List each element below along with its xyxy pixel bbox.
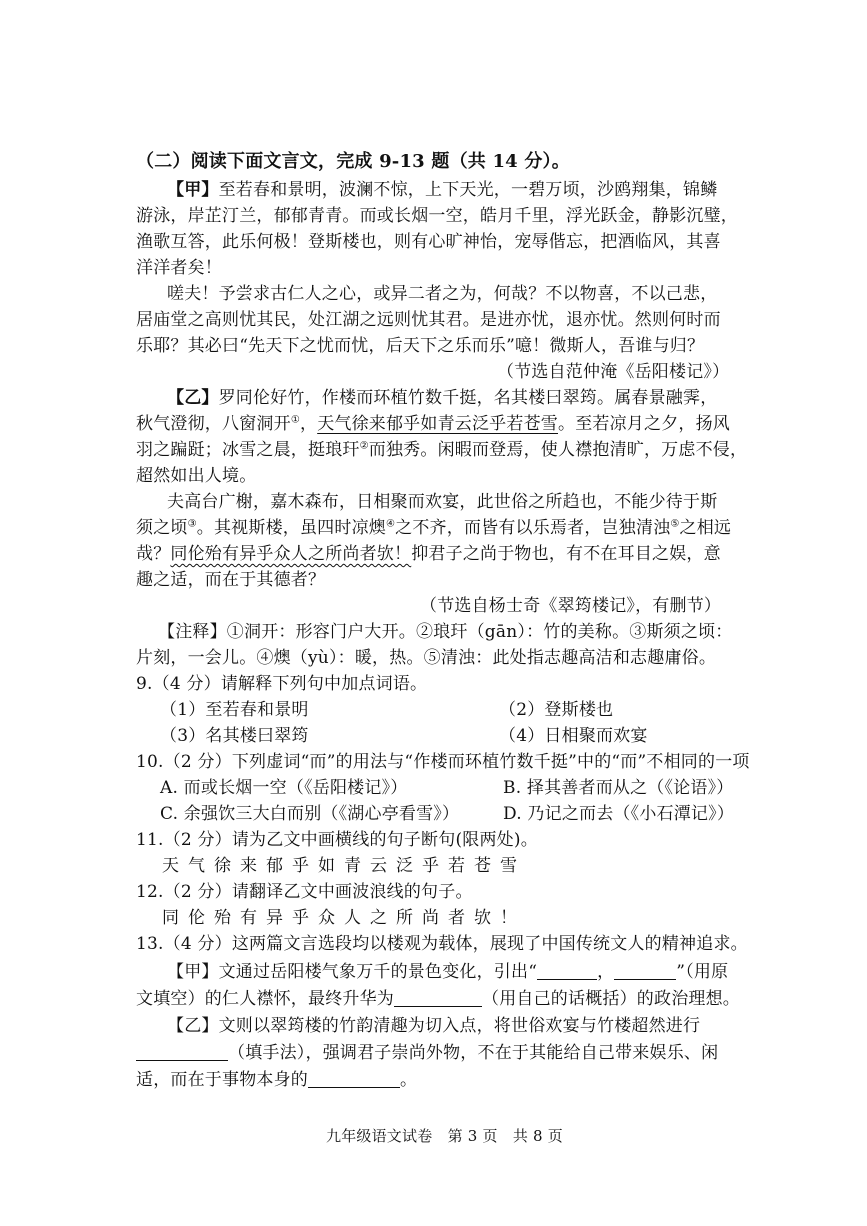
q13-line-2 xyxy=(136,987,740,1011)
q10-option-b: B. 择其善者而从之（《论语》） xyxy=(503,778,734,798)
note-ref-1: ① xyxy=(290,414,300,426)
q12-stem: 12.（2 分）请翻译乙文中画波浪线的句子。 xyxy=(136,882,473,902)
q10-option-d: D. 乃记之而去（《小石潭记》） xyxy=(503,804,735,824)
answer-blank-1[interactable] xyxy=(537,961,597,980)
jia-line-3: 渔歌互答，此乐何极！登斯楼也，则有心旷神怡，宠辱偕忘，把酒临风，其喜 xyxy=(136,232,721,252)
q13-text-1a: 【甲】文通过岳阳楼气象万千的景色变化，引出“ xyxy=(167,962,538,982)
jia-tag: 【甲】 xyxy=(167,180,219,200)
note-ref-3: ③ xyxy=(187,518,197,530)
section-header: （二）阅读下面文言文，完成 9-13 题（共 14 分）。 xyxy=(136,151,570,172)
yi-text-6c: 之不齐，而皆有以乐焉者，岂独清浊 xyxy=(395,518,671,538)
yi-line-1 xyxy=(167,386,717,410)
yi-line-2 xyxy=(136,412,730,436)
jia-source: （节选自范仲淹《岳阳楼记》） xyxy=(497,362,730,382)
jia-line-6: 居庙堂之高则忧其民，处江湖之远则忧其君。是进亦忧，退亦忧。然则何时而 xyxy=(136,310,721,330)
note-ref-4: ④ xyxy=(385,518,396,530)
page-footer: 九年级语文试卷 第 3 页 共 8 页 xyxy=(326,1127,563,1145)
yi-text-6d: 之相远 xyxy=(679,518,732,538)
jia-line-4: 洋洋者矣！ xyxy=(136,258,222,278)
q13-text-1sep: ， xyxy=(597,962,615,982)
yi-line-3 xyxy=(136,438,747,462)
yi-line-4: 超然如出人境。 xyxy=(136,466,257,486)
q12-sentence: 同伦殆有异乎众人之所尚者欤！ xyxy=(162,908,526,928)
q10-stem: 10.（2 分）下列虚词“而”的用法与“作楼而环植竹数千挺”中的“而”不相同的一项 xyxy=(136,752,750,772)
q9-item-2: （2）登斯楼也 xyxy=(499,700,614,720)
answer-blank-5[interactable] xyxy=(308,1069,400,1088)
note-ref-2: ② xyxy=(359,440,369,452)
yi-text-1: 罗同伦好竹，作楼而环植竹数千挺，名其楼曰翠筠。属春景融霁， xyxy=(218,388,718,408)
q13-text-4b: （填手法），强调君子崇尚外物，不在于其能给自己带来娱乐、闲 xyxy=(228,1043,719,1063)
yi-text-6a: 须之顷 xyxy=(136,518,188,538)
wavy-sentence: 同伦殆有异乎众人之所尚者欤！ xyxy=(170,544,412,564)
yi-line-8: 趣之适，而在于其德者？ xyxy=(136,570,326,590)
q13-line-4 xyxy=(136,1041,718,1065)
yi-tag: 【乙】 xyxy=(167,388,219,408)
yi-text-3b: 而独秀。闲暇而登焉，使人襟抱清旷，万虑不侵， xyxy=(368,440,748,460)
q13-line-1 xyxy=(167,960,728,984)
yi-text-7a: 哉？ xyxy=(136,544,171,564)
answer-blank-4[interactable] xyxy=(136,1042,228,1061)
q13-text-2b: （用自己的话概括）的政治理想。 xyxy=(482,989,740,1009)
answer-blank-3[interactable] xyxy=(394,988,482,1007)
yi-text-2b: ， xyxy=(299,414,318,434)
q9-stem: 9.（4 分）请解释下列句中加点词语。 xyxy=(136,674,428,694)
jia-line-5: 嗟夫！予尝求古仁人之心，或异二者之为，何哉？不以物喜，不以己悲， xyxy=(167,284,718,304)
yi-source: （节选自杨士奇《翠筠楼记》，有删节） xyxy=(420,596,722,616)
q13-line-5 xyxy=(136,1068,417,1092)
q10-option-a: A. 而或长烟一空（《岳阳楼记》） xyxy=(160,778,408,798)
q9-item-3: （3）名其楼曰翠筠 xyxy=(160,726,309,746)
jia-line-1 xyxy=(167,178,717,202)
notes-line-2: 片刻，一会儿。④燠（yù）：暖，热。⑤清浊：此处指志趣高洁和志趣庸俗。 xyxy=(136,648,717,668)
jia-line-2: 游泳，岸芷汀兰，郁郁青青。而或长烟一空，皓月千里，浮光跃金，静影沉璧， xyxy=(136,206,738,226)
q13-text-2a: 文填空）的仁人襟怀，最终升华为 xyxy=(136,989,394,1009)
q11-stem: 11.（2 分）请为乙文中画横线的句子断句(限两处)。 xyxy=(136,830,538,850)
q11-sentence: 天气徐来郁乎如青云泛乎若苍雪 xyxy=(162,856,526,876)
yi-line-7 xyxy=(136,542,721,566)
yi-text-7b: 抑君子之尚于物也，有不在耳目之娱，意 xyxy=(411,544,721,564)
yi-line-6 xyxy=(136,516,731,540)
answer-blank-2[interactable] xyxy=(614,961,676,980)
q9-item-1: （1）至若春和景明 xyxy=(160,700,309,720)
yi-text-2c: 。至若凉月之夕，扬风 xyxy=(558,414,730,434)
jia-text-1: 至若春和景明，波澜不惊，上下天光，一碧万顷，沙鸥翔集，锦鳞 xyxy=(218,180,718,200)
q13-text-5a: 适，而在于事物本身的 xyxy=(136,1070,308,1090)
q13-line-3: 【乙】文则以翠筠楼的竹韵清趣为切入点，将世俗欢宴与竹楼超然进行 xyxy=(167,1016,701,1036)
q9-item-4: （4）日相聚而欢宴 xyxy=(499,726,648,746)
notes-line-1: 【注释】①洞开：形容门户大开。②琅玕（gān）：竹的美称。③斯须之顷： xyxy=(158,622,733,642)
yi-text-3a: 羽之蹁跹；冰雪之晨，挺琅玕 xyxy=(136,440,360,460)
yi-text-2a: 秋气澄彻，八窗洞开 xyxy=(136,414,291,434)
q13-text-5b: 。 xyxy=(400,1070,418,1090)
q10-option-c: C. 余强饮三大白而别（《湖心亭看雪》） xyxy=(160,804,460,824)
q13-text-1b: ”（用原 xyxy=(676,962,729,982)
yi-text-6b: 。其视斯楼，虽四时凉燠 xyxy=(196,518,386,538)
underlined-sentence: 天气徐来郁乎如青云泛乎若苍雪 xyxy=(317,414,558,434)
jia-line-7: 乐耶？其必曰“先天下之忧而忧，后天下之乐而乐”噫！微斯人，吾谁与归？ xyxy=(136,336,705,356)
q13-stem: 13.（4 分）这两篇文言选段均以楼观为载体，展现了中国传统文人的精神追求。 xyxy=(136,934,748,954)
yi-line-5: 夫高台广榭，嘉木森布，日相聚而欢宴，此世俗之所趋也，不能少待于斯 xyxy=(167,492,718,512)
note-ref-5: ⑤ xyxy=(670,518,680,530)
